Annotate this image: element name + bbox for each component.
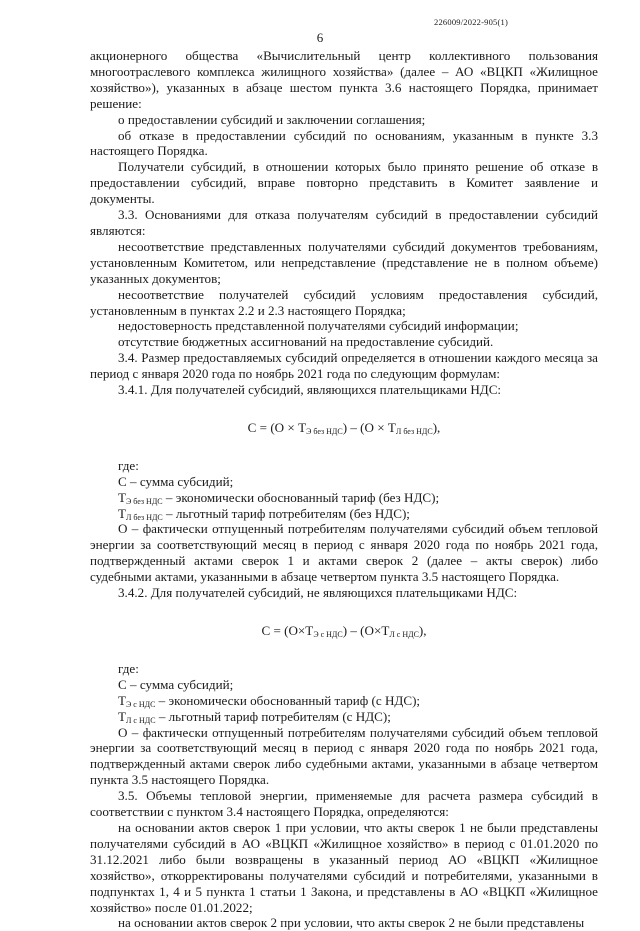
document-registration-number: 226009/2022-905(1)	[434, 17, 508, 27]
paragraph: где:	[118, 457, 139, 473]
paragraph: Получатели субсидий, в отношении которых было принято решение об отказе в предоставлении субсидий, вправе повторно представить в Комитет заявление и документы.	[90, 159, 598, 207]
paragraph: несоответствие получателей субсидий условиям предоставления субсидий, установленным в пунктах 2.2 и 2.3 настоящего Порядка;	[90, 286, 598, 318]
paragraph: на основании актов сверок 1 при условии, что акты сверок 1 не были представлены получателями субсидий в АО «ВЦКП «Жилищное хозяйство» в период с 01.01.2020 по 31.12.2021 либо были возвращены в указанный период АО «ВЦКП «Жилищное хозяйство», откорректированы получателями субсидий и потребителями, указанными в подпунктах 1, 4 и 5 пункта 1 статьи 1 Закона, и представлены в АО «ВЦКП «Жилищное хозяйство» после 01.01.2022;	[90, 819, 598, 915]
paragraph: о предоставлении субсидий и заключении соглашения;	[118, 111, 426, 127]
definition-te: $Т_{Э без НДС}$ – экономически обоснованный тариф (без НДС);	[118, 489, 440, 506]
paragraph: несоответствие представленных получателями субсидий документов требованиям, установленным Комитетом, или непредставление (представление не в полном объеме) указанных документов;	[90, 238, 598, 286]
paragraph: акционерного общества «Вычислительный центр коллективного пользования многоотраслевого комплекса жилищного хозяйства» (далее – АО «ВЦКП «Жилищное хозяйство»), указанных в абзаце шестом пункта 3.6 настоящего Порядка, принимает решение:	[90, 48, 598, 111]
paragraph: на основании актов сверок 2 при условии, что акты сверок 2 не были представлены	[118, 915, 585, 931]
paragraph: 3.5. Объемы тепловой энергии, применяемые для расчета размера субсидий в соответствии с пунктом 3.4 настоящего Порядка, определяются:	[90, 788, 598, 820]
paragraph: 3.4.1. Для получателей субсидий, являющихся плательщиками НДС:	[118, 382, 502, 398]
definition-tl: $Т_{Л с НДС}$ – льготный тариф потребителям (с НДС);	[118, 708, 391, 725]
paragraph: где:	[118, 660, 139, 676]
formula-non-vat-payers: $С = (О\times Т_{Э с НДС}) - (О\times Т_{Л с НДС})$,	[261, 623, 427, 639]
paragraph: недостоверность представленной получателями субсидий информации;	[118, 318, 519, 334]
definition-tl: $Т_{Л без НДС}$ – льготный тариф потребителям (без НДС);	[118, 505, 410, 522]
page-number: 6	[316, 30, 324, 45]
paragraph: отсутствие бюджетных ассигнований на предоставление субсидий.	[118, 334, 494, 350]
definition-o: О – фактически отпущенный потребителям получателями субсидий объем тепловой энергии за соответствующий месяц в период с января 2020 года по ноябрь 2021 года, подтвержденный актами сверок либо судебными актами, указанными в абзаце четвертом пункта 3.5 настоящего Порядка.	[90, 724, 598, 788]
formula-vat-payers: $С = (О \times Т_{Э без НДС}) - (О \times Т_{Л без НДС})$,	[247, 419, 441, 436]
definition-o: О – фактически отпущенный потребителям получателями субсидий объем тепловой энергии за соответствующий месяц в период с января 2020 года по ноябрь 2021 года, подтвержденный актами сверок 1 и актами сверок 2 (далее – акты сверок) либо судебными актами, указанными в абзаце четвертом пункта 3.5 настоящего Порядка.	[90, 521, 598, 585]
document-body	[90, 48, 598, 931]
paragraph: об отказе в предоставлении субсидий по основаниям, указанным в пункте 3.3 настоящего Порядка.	[90, 127, 598, 159]
definition-c: С – сумма субсидий;	[118, 473, 234, 489]
definition-c: С – сумма субсидий;	[118, 676, 234, 692]
paragraph: 3.4. Размер предоставляемых субсидий определяется в отношении каждого месяца за период с января 2020 года по ноябрь 2021 года по следующим формулам:	[90, 350, 598, 382]
paragraph: 3.3. Основаниями для отказа получателям субсидий в предоставлении субсидий являются:	[90, 207, 598, 238]
definition-te: $Т_{Э с НДС}$ – экономически обоснованный тариф (с НДС);	[118, 692, 421, 709]
paragraph: 3.4.2. Для получателей субсидий, не являющихся плательщиками НДС:	[118, 585, 518, 601]
